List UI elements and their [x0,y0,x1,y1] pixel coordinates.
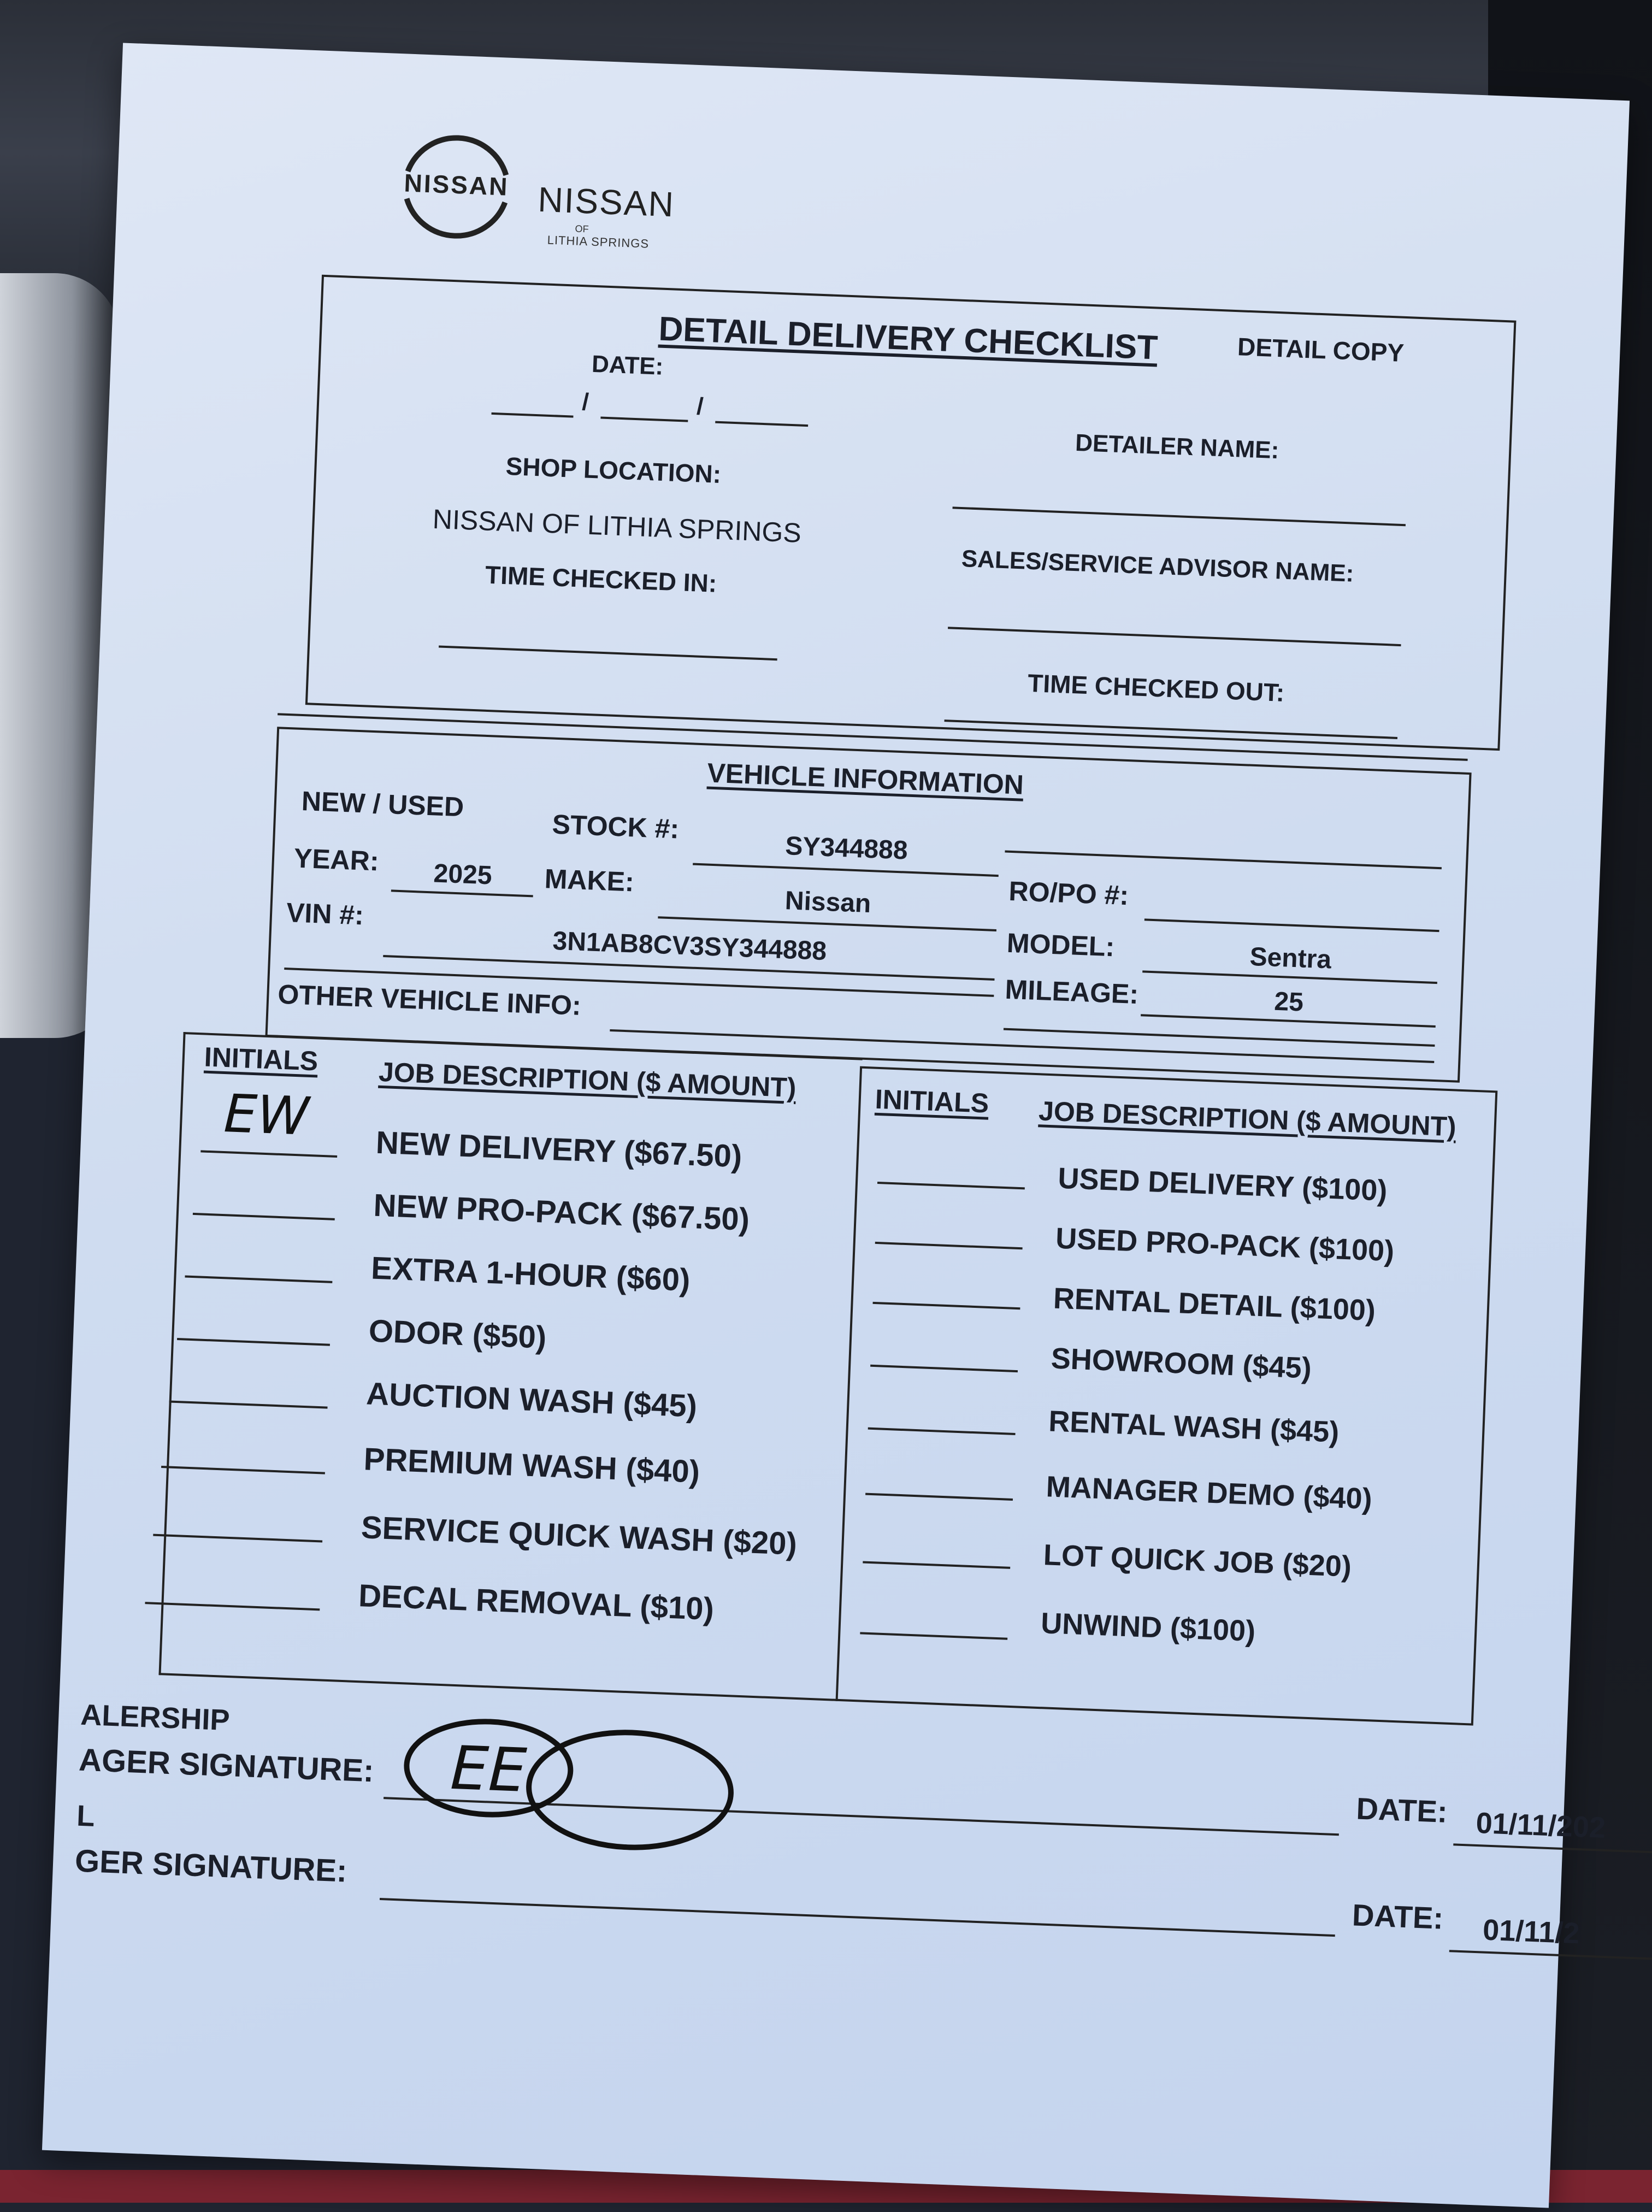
stock-label: STOCK #: [551,809,680,845]
checklist-sheet [42,43,1630,2208]
job-new-pro-pack: NEW PRO-PACK ($67.50) [373,1187,751,1238]
mileage-label: MILEAGE: [1004,974,1140,1010]
date-label: DATE: [591,350,664,380]
shop-location-label: SHOP LOCATION: [505,451,722,489]
time-out-label: TIME CHECKED OUT: [1027,668,1285,707]
job-rental-detail: RENTAL DETAIL ($100) [1052,1282,1376,1328]
detail-date-label: DATE: [1352,1897,1444,1936]
detail-signature-field[interactable] [380,1898,1335,1937]
shop-location-value: NISSAN OF LITHIA SPRINGS [432,503,802,548]
logo-of: OF [575,223,589,235]
job-auction-wash: AUCTION WASH ($45) [365,1376,698,1424]
right-description-header: JOB DESCRIPTION ($ AMOUNT) [1038,1095,1457,1142]
nissan-logo-icon [388,119,524,255]
job-premium-wash: PREMIUM WASH ($40) [363,1441,701,1490]
signature-scribble [393,1699,791,1856]
make-label: MAKE: [544,863,635,898]
advisor-label: SALES/SERVICE ADVISOR NAME: [961,545,1355,587]
logo-location: LITHIA SPRINGS [547,233,650,251]
time-in-label: TIME CHECKED IN: [485,560,718,598]
job-used-delivery: USED DELIVERY ($100) [1057,1161,1388,1207]
job-decal-removal: DECAL REMOVAL ($10) [358,1578,715,1627]
job-extra-1-hour: EXTRA 1-HOUR ($60) [370,1250,691,1298]
left-initials-header: INITIALS [203,1041,319,1077]
new-used-label[interactable]: NEW / USED [301,786,465,823]
right-initials-header: INITIALS [874,1083,990,1119]
detail-label-line-2: GER SIGNATURE: [74,1843,348,1889]
ropo-label: RO/PO #: [1008,875,1130,911]
dealership-date-label: DATE: [1355,1791,1448,1829]
logo-brand: NISSAN [537,179,676,225]
logo-mark-text: NISSAN [403,168,510,201]
other-info-label: OTHER VEHICLE INFO: [277,978,582,1021]
job-manager-demo: MANAGER DEMO ($40) [1045,1470,1373,1516]
job-lot-quick-job: LOT QUICK JOB ($20) [1042,1538,1352,1583]
mileage-value: 25 [1273,987,1304,1017]
date-separator: / [581,388,589,416]
job-service-quick-wash: SERVICE QUICK WASH ($20) [360,1509,798,1562]
job-odor: ODOR ($50) [368,1313,547,1355]
dealership-label-line-1: ALERSHIP [80,1698,231,1737]
initials-handwritten: EW [222,1083,310,1147]
vin-value: 3N1AB8CV3SY344888 [552,926,828,966]
signature-text: EE [449,1732,528,1806]
detail-label-line-1: L [76,1799,96,1833]
job-used-pro-pack: USED PRO-PACK ($100) [1055,1222,1395,1268]
year-label: YEAR: [293,842,380,877]
job-new-delivery: NEW DELIVERY ($67.50) [375,1124,743,1175]
detail-date-value: 01/11/2 [1482,1913,1580,1950]
copy-label: DETAIL COPY [1237,332,1405,367]
job-showroom: SHOWROOM ($45) [1050,1342,1312,1385]
page-title: DETAIL DELIVERY CHECKLIST [658,310,1159,367]
left-description-header: JOB DESCRIPTION ($ AMOUNT) [378,1056,797,1104]
model-value: Sentra [1249,942,1332,975]
model-label: MODEL: [1006,927,1116,963]
job-rental-wash: RENTAL WASH ($45) [1048,1405,1340,1449]
vin-label: VIN #: [286,897,364,931]
stock-value: SY344888 [784,831,908,865]
vehicle-section-title: VEHICLE INFORMATION [706,757,1024,800]
year-value: 2025 [433,859,493,890]
make-value: Nissan [784,886,872,919]
dealership-date-value: 01/11/202 [1475,1806,1607,1845]
detailer-label: DETAILER NAME: [1075,429,1280,464]
job-unwind: UNWIND ($100) [1040,1607,1256,1648]
date-separator: / [696,393,704,420]
dealership-label-line-2: AGER SIGNATURE: [78,1742,375,1789]
